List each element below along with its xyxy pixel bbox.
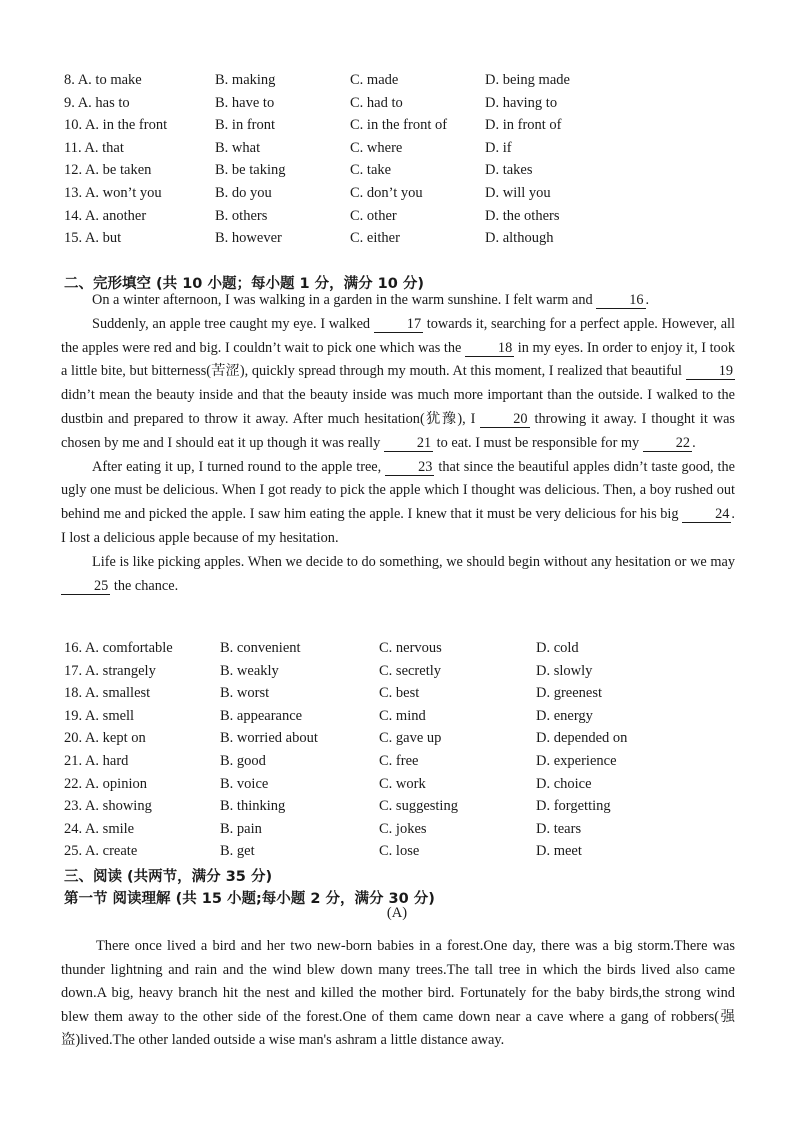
option-d: D. although [485, 230, 554, 247]
blank-18[interactable]: 18 [465, 340, 514, 357]
option-a: 22. A. opinion [64, 775, 147, 792]
option-a: 13. A. won’t you [64, 184, 162, 201]
option-b: B. convenient [220, 640, 301, 656]
option-a: 15. A. but [64, 230, 122, 247]
option-c: C. jokes [379, 820, 427, 837]
option-a: 25. A. create [64, 843, 138, 860]
option-b: B. good [220, 752, 266, 769]
option-a: 18. A. smallest [64, 685, 151, 702]
section3-subheading: 第一节 阅读理解 (共 15 小题;每小题 2 分，满分 30 分) [64, 891, 435, 907]
option-c: C. made [350, 72, 399, 88]
cloze-paragraph-3: After eating it up, I turned round to the apple tree, 23 that since the beautiful apples didn’t taste good, the ugly one must be delicious. When I got ready to pick the apple which I thought was delicious. Then, a boy rushed out behind me and picked the apple. I saw him eating the apple. I knew that it must be very delicious for his big 24 . I lost a delicious apple because of my hesitation. [61, 458, 735, 546]
option-d: D. forgetting [536, 798, 611, 815]
option-d: D. choice [536, 775, 592, 792]
option-a: 24. A. smile [64, 820, 135, 837]
option-d: D. slowly [536, 662, 593, 679]
blank-22[interactable]: 22 [643, 435, 692, 452]
option-a: 23. A. showing [64, 798, 152, 815]
option-b: B. pain [220, 820, 262, 837]
option-d: D. will you [485, 184, 551, 201]
option-d: D. the others [485, 207, 560, 224]
option-d: D. being made [485, 72, 570, 88]
option-b: B. have to [215, 94, 275, 111]
option-d: D. energy [536, 707, 593, 724]
blank-23[interactable]: 23 [385, 459, 434, 476]
option-b: B. in front [215, 117, 276, 134]
option-c: C. in the front of [350, 117, 448, 134]
section3-heading: 三、阅读 (共两节，满分 35 分) [64, 869, 273, 885]
blank-21[interactable]: 21 [384, 435, 433, 452]
option-a: 10. A. in the front [64, 117, 168, 134]
passage-label: (A) [386, 905, 408, 921]
option-d: D. experience [536, 752, 617, 769]
option-b: B. do you [215, 184, 272, 201]
option-c: C. lose [379, 843, 420, 860]
option-d: D. meet [536, 843, 582, 860]
cloze-paragraph-4: Life is like picking apples. When we decide to do something, we should begin without any hesitation or we may 25 the chance. [61, 551, 735, 599]
option-c: C. suggesting [379, 798, 458, 815]
option-d: D. greenest [536, 685, 603, 702]
option-b: B. worried about [220, 730, 318, 747]
blank-20[interactable]: 20 [480, 411, 529, 428]
cloze-paragraph-1: On a winter afternoon, I was walking in a garden in the warm sunshine. I felt warm and 16 . [92, 292, 650, 308]
option-b: B. be taking [215, 162, 286, 179]
option-b: B. thinking [220, 798, 286, 815]
option-c: C. secretly [379, 662, 442, 679]
option-b: B. making [215, 72, 276, 88]
blank-17[interactable]: 17 [374, 316, 423, 333]
option-c: C. free [379, 752, 419, 769]
blank-16[interactable]: 16 [596, 292, 645, 309]
cloze-passage [61, 289, 735, 598]
option-b: B. worst [220, 685, 270, 702]
option-d: D. in front of [485, 117, 562, 134]
blank-19[interactable]: 19 [686, 363, 735, 380]
option-b: B. what [215, 139, 261, 156]
option-d: D. tears [536, 820, 582, 837]
option-d: D. if [485, 139, 512, 156]
option-c: C. nervous [379, 640, 442, 656]
option-a: 20. A. kept on [64, 730, 146, 747]
option-a: 17. A. strangely [64, 662, 156, 679]
reading-paragraph: There once lived a bird and her two new-born babies in a forest.One day, there was a big storm.There was thunder lightning and rain and the wind blew down many trees.The tall tree in which the birds lived also came down.A big, heavy branch hit the nest and killed the mother bird. Fortunately for the baby birds,the strong wind blew them away to the other side of the forest.One of them came down near a cave where a gang of robbers(强盗)lived.The other landed outside a wise man's ashram a little distance away. [61, 938, 735, 1049]
section2-heading: 二、完形填空 (共 10 小题；每小题 1 分，满分 10 分) [64, 276, 425, 292]
reading-passage [61, 935, 735, 1053]
option-b: B. others [215, 207, 268, 224]
option-a: 19. A. smell [64, 707, 135, 724]
option-d: D. having to [485, 94, 558, 111]
option-a: 12. A. be taken [64, 162, 152, 179]
option-c: C. best [379, 685, 420, 702]
option-b: B. appearance [220, 707, 303, 724]
option-a: 8. A. to make [64, 72, 142, 88]
cloze-paragraph-2: Suddenly, an apple tree caught my eye. I walked 17 towards it, searching for a perfect apple. However, all the apples were red and big. I couldn’t wait to pick one which was the 18 in my eyes. In order to enjoy it, I took a little bite, but bitterness(苦涩), quickly spread through my mouth. At this moment, I realized that beautiful 19 didn’t mean the beauty inside and that the beauty inside was much more important than the outside. I walked to the dustbin and prepared to throw it away. After much hesitation(犹豫), I 20 throwing it away. I thought it was chosen by me and I should eat it up though it was really 21 to eat. I must be responsible for my 22 . [61, 315, 735, 451]
blank-25[interactable]: 25 [61, 578, 110, 595]
option-c: C. other [350, 207, 397, 224]
option-d: D. depended on [536, 730, 628, 747]
option-a: 11. A. that [64, 139, 124, 156]
option-c: C. mind [379, 707, 426, 724]
option-d: D. cold [536, 640, 579, 656]
option-b: B. voice [220, 775, 269, 792]
option-c: C. take [350, 162, 392, 179]
option-c: C. had to [350, 94, 403, 111]
option-a: 21. A. hard [64, 752, 129, 769]
option-a: 16. A. comfortable [64, 640, 173, 656]
option-b: B. weakly [220, 662, 279, 679]
blank-24[interactable]: 24 [682, 506, 731, 523]
option-c: C. don’t you [350, 184, 423, 201]
option-c: C. work [379, 775, 426, 792]
option-a: 14. A. another [64, 207, 147, 224]
option-b: B. get [220, 843, 255, 860]
option-d: D. takes [485, 162, 533, 179]
option-b: B. however [215, 230, 282, 247]
option-c: C. where [350, 139, 403, 156]
option-c: C. gave up [379, 730, 442, 747]
option-a: 9. A. has to [64, 94, 130, 111]
option-c: C. either [350, 230, 400, 247]
